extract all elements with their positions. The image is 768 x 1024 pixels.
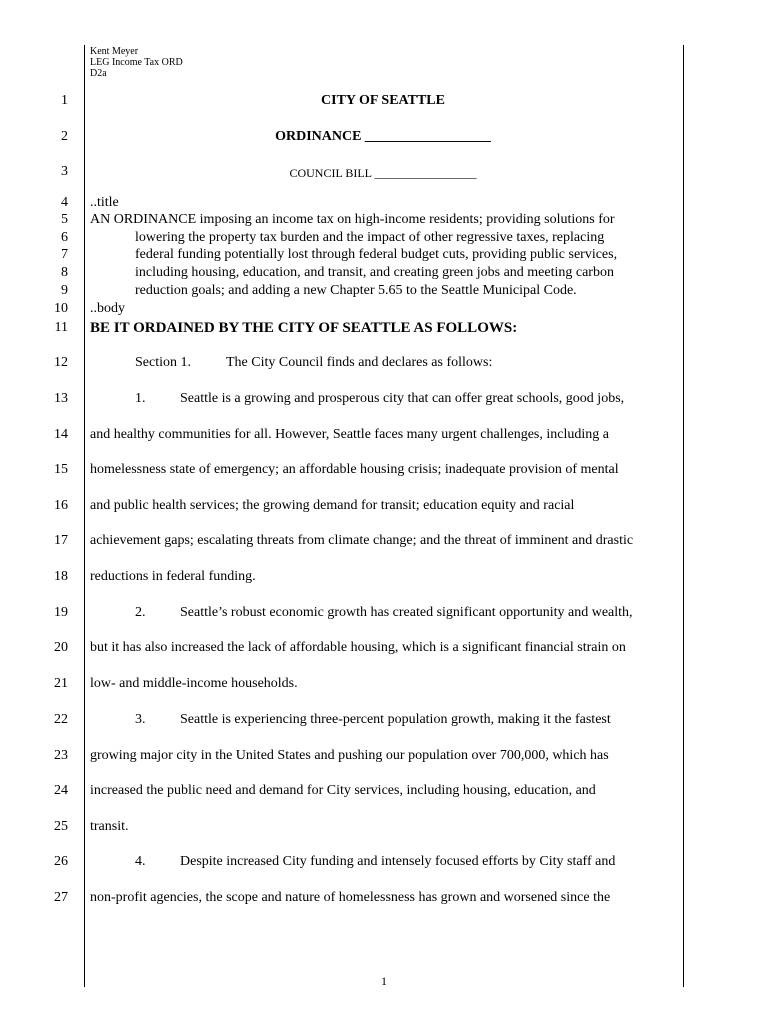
line-number: 1 [61, 93, 68, 108]
line-number: 7 [61, 247, 68, 262]
line-number: 14 [54, 427, 68, 442]
line-number: 15 [54, 462, 68, 477]
line-number: 3 [61, 164, 68, 179]
document-header [90, 46, 183, 79]
body-line: growing major city in the United States and pushing our population over 700,000, which has [90, 748, 609, 763]
finding-1 [135, 391, 624, 407]
section-heading [135, 355, 492, 371]
title-marker: ..title [90, 195, 119, 210]
body-line: increased the public need and demand for City services, including housing, education, and [90, 783, 596, 798]
ordinance-summary-line: AN ORDINANCE imposing an income tax on high-income residents; providing solutions for [90, 212, 615, 227]
left-margin-rule [84, 45, 85, 987]
line-number: 8 [61, 265, 68, 280]
line-number: 13 [54, 391, 68, 406]
body-line: and public health services; the growing demand for transit; education equity and racial [90, 498, 575, 513]
line-number: 27 [54, 890, 68, 905]
finding-4 [135, 854, 615, 870]
line-number: 9 [61, 283, 68, 298]
line-number: 16 [54, 498, 68, 513]
section-text: The City Council finds and declares as follows: [226, 355, 493, 370]
finding-text: Seattle is a growing and prosperous city that can offer great schools, good jobs, [180, 391, 625, 406]
line-number: 12 [54, 355, 68, 370]
header-doc: LEG Income Tax ORD [90, 57, 183, 68]
ordinance-summary-line: lowering the property tax burden and the impact of other regressive taxes, replacing [135, 230, 605, 245]
line-number: 17 [54, 533, 68, 548]
line-number: 2 [61, 129, 68, 144]
body-line: but it has also increased the lack of affordable housing, which is a significant financial strain on [90, 640, 626, 655]
body-line: homelessness state of emergency; an affordable housing crisis; inadequate provision of mental [90, 462, 619, 477]
right-margin-rule [683, 45, 684, 987]
ordinance-summary-line: including housing, education, and transit, and creating green jobs and meeting carbon [135, 265, 614, 280]
line-number: 18 [54, 569, 68, 584]
line-number: 22 [54, 712, 68, 727]
finding-number: 2. [135, 605, 146, 620]
line-number: 21 [54, 676, 68, 691]
enacting-clause: BE IT ORDAINED BY THE CITY OF SEATTLE AS FOLLOWS: [90, 320, 518, 336]
body-marker: ..body [90, 301, 125, 316]
header-draft: D2a [90, 68, 107, 79]
line-number: 24 [54, 783, 68, 798]
finding-2 [135, 605, 633, 621]
finding-text: Seattle’s robust economic growth has created significant opportunity and wealth, [180, 605, 633, 620]
section-label: Section 1. [135, 355, 191, 370]
body-line: non-profit agencies, the scope and nature of homelessness has grown and worsened since the [90, 890, 611, 905]
finding-number: 1. [135, 391, 146, 406]
ordinance-title: ORDINANCE __________________ [275, 129, 491, 144]
ordinance-summary-line: federal funding potentially lost through federal budget cuts, providing public services, [135, 247, 618, 262]
line-number: 6 [61, 230, 68, 245]
line-number: 11 [54, 320, 68, 335]
body-line: achievement gaps; escalating threats from climate change; and the threat of imminent and drastic [90, 533, 634, 548]
council-bill: COUNCIL BILL _________________ [289, 166, 477, 180]
line-number: 23 [54, 748, 68, 763]
line-number: 5 [61, 212, 68, 227]
line-number: 4 [61, 195, 68, 210]
finding-3 [135, 712, 611, 728]
header-author: Kent Meyer [90, 46, 139, 57]
finding-number: 4. [135, 854, 146, 869]
line-number: 20 [54, 640, 68, 655]
line-number: 19 [54, 605, 68, 620]
line-number: 10 [54, 301, 68, 316]
body-line: low- and middle-income households. [90, 676, 298, 691]
body-line: transit. [90, 819, 129, 834]
finding-text: Despite increased City funding and intensely focused efforts by City staff and [180, 854, 616, 869]
city-title: CITY OF SEATTLE [321, 93, 445, 108]
body-line: and healthy communities for all. However, Seattle faces many urgent challenges, including a [90, 427, 609, 442]
ordinance-summary-line: reduction goals; and adding a new Chapter 5.65 to the Seattle Municipal Code. [135, 283, 577, 298]
body-line: reductions in federal funding. [90, 569, 256, 584]
line-number: 26 [54, 854, 68, 869]
line-number: 25 [54, 819, 68, 834]
page-number: 1 [381, 974, 387, 988]
finding-number: 3. [135, 712, 146, 727]
finding-text: Seattle is experiencing three-percent population growth, making it the fastest [180, 712, 611, 727]
